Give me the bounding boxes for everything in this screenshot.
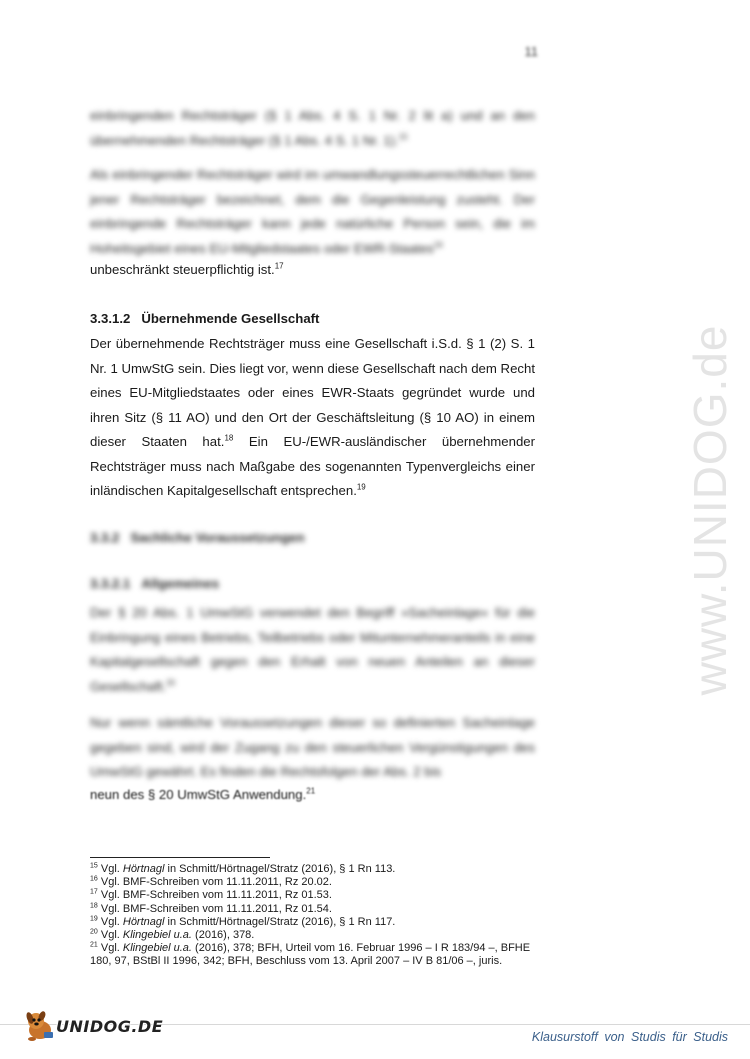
heading-title: Allgemeines xyxy=(141,576,220,591)
footnote-ref-20: 20 xyxy=(166,678,176,688)
footnote-ref-21: 21 xyxy=(306,786,316,796)
footnote-18: $^{18}$ Vgl. BMF-Schreiben vom 11.11.2011, Rz 01.54. xyxy=(90,901,332,915)
dog-mascot-icon xyxy=(22,1008,58,1044)
paragraph-3312: Der übernehmende Rechtsträger muss eine Gesellschaft i.S.d. § 1 (2) S. 1 Nr. 1 UmwStG sein. Dies liegt vor, wenn diese Gesellschaft nach dem Recht eines EU-Mitgliedstaates oder eines EWR-Staats gegründet wurde und ihren Sitz (§ 11 AO) und den Ort der Geschäftsleitung (§ 10 AO) in einem dieser Staaten hat.$^{18}$ Ein EU-/EWR-ausländischer übernehmender Rechtsträger muss nach Maßgabe des sogenannten Typenvergleichs einer inländischen Kapitalgesellschaft entsprechen.$^{19}$ xyxy=(90,336,535,498)
paragraph-tail-2: unbeschränkt steuerpflichtig ist.$^{17}$ xyxy=(90,261,284,277)
heading-3312 xyxy=(90,309,319,329)
paragraph-blurred-3321-1: Der § 20 Abs. 1 UmwStG verwendet den Begriff »Sacheinlage« für die Einbringung eines Betriebs, Teilbetriebs oder Mitunternehmeranteils in eine Kapitalgesellschaft gegen den Erhalt von neuen Anteilen an dieser Gesellschaft.$^{20}$ xyxy=(90,605,535,694)
footnote-separator xyxy=(90,857,270,858)
heading-332 xyxy=(90,528,305,548)
watermark-text: www.UNIDOG.de xyxy=(684,324,736,696)
footnote-ref-19: 19 xyxy=(356,482,366,492)
footnote-16: $^{16}$ Vgl. BMF-Schreiben vom 11.11.2011, Rz 20.02. xyxy=(90,875,332,889)
footnotes xyxy=(90,863,535,969)
paragraph-blurred-2: Als einbringender Rechtsträger wird im umwandlungssteuerrechtlichen Sinn jener Rechtsträger bezeichnet, dem die Gegenleistung zusteht. Der einbringende Rechtsträger kann jede natürliche Person sein, die im Hoheitsgebiet eines EU-Mitgliedstaates oder EWR-Staates$^{16}$ xyxy=(90,167,535,256)
footnote-20: $^{20}$ Vgl. Klingebiel u.a. (2016), 378. xyxy=(90,928,255,942)
logo-text: UNIDOG.DE xyxy=(56,1016,164,1036)
heading-3321 xyxy=(90,574,219,594)
footnote-ref-18: 18 xyxy=(224,433,234,443)
heading-number: 3.3.2.1 xyxy=(90,576,131,591)
footnote-ref-15: 15 xyxy=(398,132,408,142)
paragraph-blurred-1: einbringenden Rechtsträger (§ 1 Abs. 4 S. 1 Nr. 2 lit a) und an den übernehmenden Rechtsträger (§ 1 Abs. 4 S. 1 Nr. 1).$^{15}$ xyxy=(90,108,535,148)
heading-number: 3.3.2 xyxy=(90,530,120,545)
unidog-logo[interactable] xyxy=(22,1008,163,1044)
footnote-ref-17: 17 xyxy=(274,261,284,271)
heading-number: 3.3.1.2 xyxy=(90,311,131,326)
heading-title: Sachliche Voraussetzungen xyxy=(130,530,305,545)
footnote-17: $^{17}$ Vgl. BMF-Schreiben vom 11.11.2011, Rz 01.53. xyxy=(90,888,332,902)
footnote-21: $^{21}$ Vgl. Klingebiel u.a. (2016), 378; BFH, Urteil vom 16. Februar 1996 – I R 183/94 –, BFHE 180, 97, BStBl II 1996, 342; BFH, Beschluss vom 13. April 2007 – IV B 81/06 –, juris. xyxy=(90,941,531,968)
heading-title: Übernehmende Gesellschaft xyxy=(141,311,320,326)
footnote-19: $^{19}$ Vgl. Hörtnagl in Schmitt/Hörtnagel/Stratz (2016), § 1 Rn 117. xyxy=(90,915,396,928)
footnote-15: $^{15}$ Vgl. Hörtnagl in Schmitt/Hörtnagel/Stratz (2016), § 1 Rn 113. xyxy=(90,862,396,875)
paragraph-blurred-3321-2: Nur wenn sämtliche Voraussetzungen dieser so definierten Sacheinlage gegeben sind, wird der Zugang zu den steuerlichen Vergünstigungen des UmwStG gewährt. Es finden die Rechtsfolgen der Abs. 2 bis xyxy=(90,715,535,779)
footer-tagline: Klausurstoff von Studis für Studis xyxy=(531,1030,728,1044)
paragraph-tail-3321-2: neun des § 20 UmwStG Anwendung.$^{21}$ xyxy=(90,786,316,802)
footnote-ref-16: 16 xyxy=(433,240,443,250)
page-number: 11 xyxy=(524,44,538,59)
